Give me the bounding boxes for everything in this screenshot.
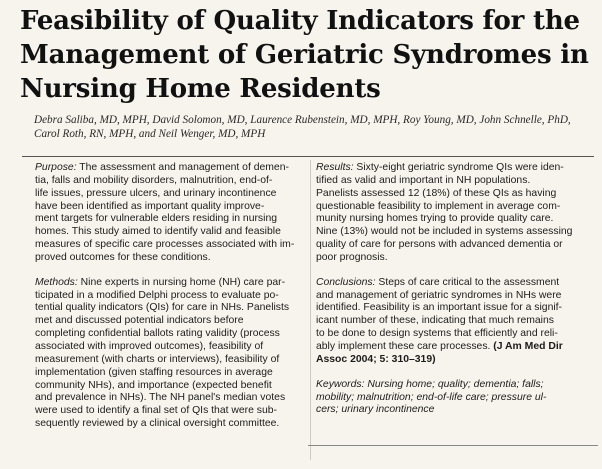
purpose-line: have been identified as important quality improve- bbox=[35, 200, 265, 212]
conclusions-line: to be done to design systems that efficiently and reli- bbox=[316, 328, 558, 340]
methods-line: sequently reviewed by a clinical oversight committee. bbox=[35, 418, 280, 430]
conclusions-line: and management of geriatric syndromes in NHs were bbox=[316, 289, 562, 301]
author-line: Debra Saliba, MD, MPH, David Solomon, MD, Laurence Rubenstein, MD, MPH, Roy Young, MD, John Schnelle, PhD, bbox=[34, 114, 571, 126]
conclusions-line: icant number of these, indicating that much remains bbox=[316, 315, 554, 327]
methods-line: community NHs), and importance (expected benefit bbox=[35, 379, 272, 391]
methods-paragraph bbox=[35, 277, 307, 431]
methods-line: were used to identify a final set of QIs that were sub- bbox=[35, 405, 277, 417]
results-line: quality of care for persons with advanced dementia or bbox=[316, 239, 563, 251]
purpose-line: homes. This study aimed to identify valid and feasible bbox=[35, 226, 281, 238]
methods-line: ticipated in a modified Delphi process to evaluate po- bbox=[35, 289, 279, 301]
results-line: tified as valid and important in NH populations. bbox=[316, 174, 531, 186]
purpose-line: proved outcomes for these conditions. bbox=[35, 251, 211, 263]
conclusions-paragraph bbox=[316, 277, 591, 367]
article-title bbox=[20, 4, 595, 106]
purpose-line-0 bbox=[35, 162, 307, 175]
abstract-left-column bbox=[35, 162, 307, 443]
conclusions-line-5 bbox=[316, 341, 591, 354]
methods-text: Nine experts in nursing home (NH) care par- bbox=[77, 276, 286, 288]
results-text: Sixty-eight geriatric syndrome QIs were iden- bbox=[353, 162, 564, 173]
conclusions-line-0 bbox=[316, 277, 591, 290]
abstract-bottom-rule bbox=[308, 445, 598, 446]
keywords-line: mobility; malnutrition; end-of-life care; pressure ul- bbox=[316, 391, 547, 403]
methods-heading: Methods: bbox=[35, 276, 78, 288]
results-line: Nine (13%) would not be included in systems assessing bbox=[316, 226, 573, 238]
purpose-paragraph bbox=[35, 162, 307, 265]
results-line: poor prognosis. bbox=[316, 251, 388, 263]
methods-line: associated with improved outcomes), feasibility of bbox=[35, 340, 264, 352]
abstract-right-column bbox=[316, 162, 591, 429]
conclusions-heading: Conclusions: bbox=[316, 276, 376, 288]
journal-citation: (J Am Med Dir bbox=[490, 340, 563, 352]
author-line: Carol Roth, RN, MPH, and Neil Wenger, MD, MPH bbox=[34, 128, 266, 140]
title-line: Feasibility of Quality Indicators for the bbox=[20, 6, 580, 36]
conclusions-text: Steps of care critical to the assessment bbox=[375, 276, 560, 288]
conclusions-text: ably implement these care processes. bbox=[316, 340, 491, 352]
purpose-text: The assessment and management of demen- bbox=[76, 162, 289, 173]
methods-line: met and discussed potential indicators before bbox=[35, 315, 244, 327]
journal-citation-cont: Assoc 2004; 5: 310–319) bbox=[316, 353, 436, 365]
results-line: Panelists assessed 12 (18%) of these QIs as having bbox=[316, 187, 557, 199]
column-divider bbox=[310, 160, 311, 460]
title-line: Management of Geriatric Syndromes in bbox=[20, 40, 589, 70]
purpose-line: measures of specific care processes associated with im- bbox=[35, 239, 295, 251]
results-paragraph bbox=[316, 162, 591, 265]
purpose-line: life issues, pressure ulcers, and urinary incontinence bbox=[35, 187, 277, 199]
keywords-line: Keywords: Nursing home; quality; dementia; falls; bbox=[316, 378, 544, 390]
methods-line: tential quality indicators (QIs) for care in NHs. Panelists bbox=[35, 302, 290, 314]
purpose-line: tia, falls and mobility disorders, malnutrition, end-of- bbox=[35, 174, 273, 186]
methods-line: implementation (given staffing resources in average bbox=[35, 366, 273, 378]
methods-line: and prevalence in NHs). The NH panel's median votes bbox=[35, 392, 286, 404]
results-line: questionable feasibility to implement in average com- bbox=[316, 200, 561, 212]
title-line: Nursing Home Residents bbox=[20, 74, 381, 104]
keywords-line: cers; urinary incontinence bbox=[316, 404, 435, 416]
results-heading: Results: bbox=[316, 162, 354, 173]
abstract-top-rule bbox=[22, 156, 594, 157]
author-list bbox=[34, 113, 594, 141]
methods-line: completing confidential ballots rating validity (process bbox=[35, 328, 280, 340]
keywords-paragraph bbox=[316, 379, 591, 418]
purpose-line: ment targets for vulnerable elders residing in nursing bbox=[35, 213, 277, 225]
methods-line: measurement (with charts or interviews), feasibility of bbox=[35, 353, 280, 365]
methods-line-0 bbox=[35, 277, 307, 290]
results-line-0 bbox=[316, 162, 591, 175]
conclusions-line: identified. Feasibility is an important issue for a signif- bbox=[316, 302, 563, 314]
results-line: munity nursing homes trying to provide quality care. bbox=[316, 213, 554, 225]
purpose-heading: Purpose: bbox=[35, 162, 77, 173]
